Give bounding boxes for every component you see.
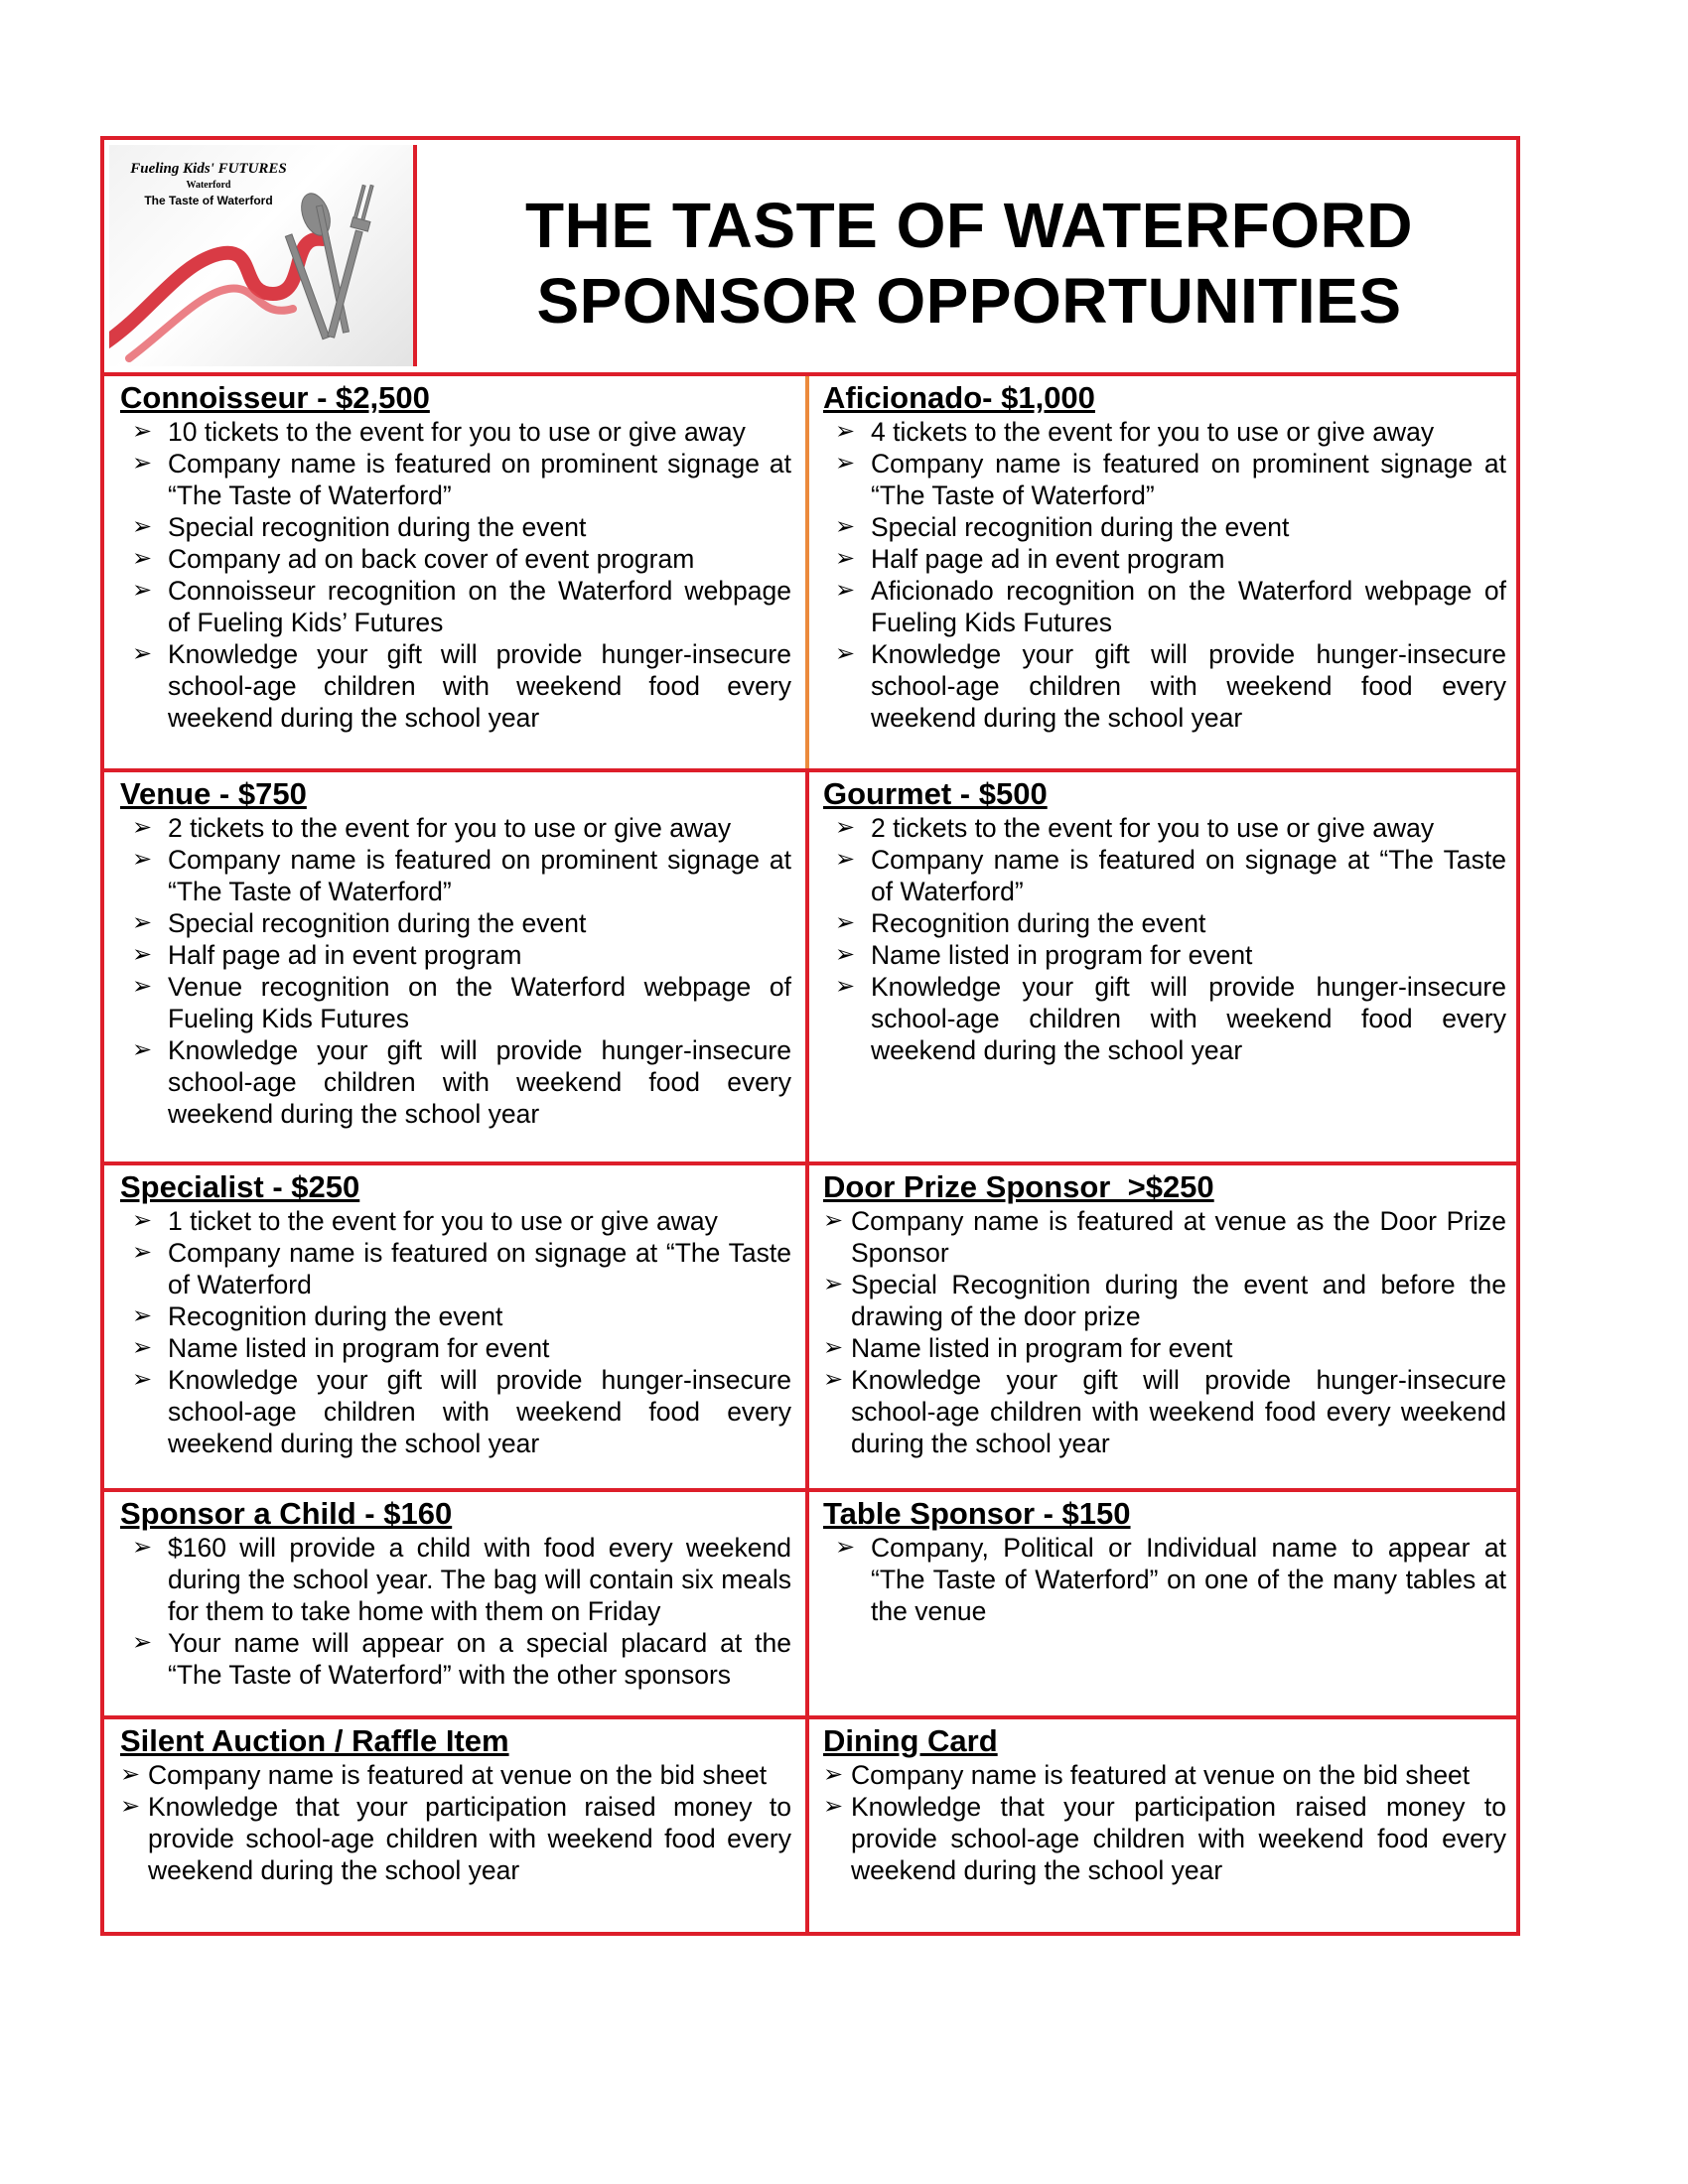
- benefit-text: Company name is featured on prominent signage at “The Taste of Waterford”: [168, 845, 791, 906]
- benefit-item: [120, 1237, 791, 1300]
- benefit-text: Knowledge that your participation raised money to provide school-age children with weekend food every weekend during the school year: [148, 1792, 791, 1885]
- benefit-item: [823, 1791, 1506, 1886]
- benefit-text: Company name is featured at venue as the Door Prize Sponsor: [851, 1206, 1506, 1268]
- benefit-item: [823, 448, 1506, 511]
- benefit-item: [120, 1332, 791, 1364]
- benefit-text: Connoisseur recognition on the Waterford webpage of Fueling Kids’ Futures: [168, 576, 791, 637]
- benefit-item: [823, 575, 1506, 638]
- arrowhead-right-icon: ➢: [823, 1793, 844, 1820]
- benefit-item: [823, 1364, 1506, 1459]
- benefit-text: Company name is featured at venue on the bid sheet: [851, 1760, 1471, 1790]
- tier-benefits: [120, 1532, 791, 1691]
- benefit-item: [823, 1532, 1506, 1627]
- tier-cell-connoisseur: [104, 376, 809, 768]
- tier-cell-table-sponsor: [809, 1492, 1516, 1715]
- benefit-text: 10 tickets to the event for you to use or give away: [168, 417, 746, 447]
- tier-heading: Aficionado- $1,000: [823, 380, 1095, 415]
- arrowhead-right-icon: ➢: [835, 814, 856, 841]
- benefit-item: [120, 939, 791, 971]
- benefit-item: [120, 511, 791, 543]
- tier-benefits: [823, 1205, 1506, 1459]
- tier-row: [104, 1492, 1516, 1719]
- tier-benefits: [823, 416, 1506, 734]
- arrowhead-right-icon: ➢: [132, 1366, 153, 1393]
- arrowhead-right-icon: ➢: [132, 814, 153, 841]
- arrowhead-right-icon: ➢: [823, 1271, 844, 1297]
- benefit-text: Half page ad in event program: [871, 544, 1225, 574]
- benefit-text: Name listed in program for event: [871, 940, 1253, 970]
- benefit-text: Knowledge your gift will provide hunger-insecure school-age children with weekend food every weekend during the school year: [871, 639, 1506, 733]
- benefit-text: Company name is featured on prominent signage at “The Taste of Waterford”: [871, 449, 1506, 510]
- benefit-text: Venue recognition on the Waterford webpage of Fueling Kids Futures: [168, 972, 791, 1033]
- arrowhead-right-icon: ➢: [132, 1334, 153, 1361]
- tier-cell-specialist: [104, 1165, 809, 1488]
- arrowhead-right-icon: ➢: [132, 846, 153, 873]
- benefit-item: [120, 1627, 791, 1691]
- benefit-item: [823, 844, 1506, 907]
- benefit-item: [823, 1205, 1506, 1269]
- arrowhead-right-icon: ➢: [132, 941, 153, 968]
- tier-cell-dining-card: [809, 1719, 1516, 1932]
- arrowhead-right-icon: ➢: [835, 418, 856, 445]
- benefit-item: [120, 638, 791, 734]
- benefit-item: [120, 416, 791, 448]
- arrowhead-right-icon: ➢: [132, 973, 153, 1000]
- tier-row: [104, 1719, 1516, 1932]
- benefit-text: Company name is featured on prominent signage at “The Taste of Waterford”: [168, 449, 791, 510]
- benefit-text: Special Recognition during the event and before the drawing of the door prize: [851, 1270, 1506, 1331]
- benefit-text: 2 tickets to the event for you to use or give away: [168, 813, 732, 843]
- benefit-text: Special recognition during the event: [168, 908, 587, 938]
- benefit-text: Recognition during the event: [168, 1301, 503, 1331]
- title-line-2: SPONSOR OPPORTUNITIES: [536, 265, 1402, 337]
- arrowhead-right-icon: ➢: [132, 513, 153, 540]
- benefit-text: 4 tickets to the event for you to use or give away: [871, 417, 1435, 447]
- arrowhead-right-icon: ➢: [835, 1534, 856, 1561]
- tier-heading: Silent Auction / Raffle Item: [120, 1723, 509, 1758]
- tier-heading: Gourmet - $500: [823, 776, 1048, 811]
- arrowhead-right-icon: ➢: [835, 545, 856, 572]
- arrowhead-right-icon: ➢: [120, 1761, 141, 1788]
- benefit-text: Knowledge your gift will provide hunger-insecure school-age children with weekend food every weekend during the school year: [168, 639, 791, 733]
- benefit-text: 1 ticket to the event for you to use or give away: [168, 1206, 718, 1236]
- tier-heading: Specialist - $250: [120, 1169, 360, 1204]
- arrowhead-right-icon: ➢: [132, 418, 153, 445]
- benefit-item: [120, 844, 791, 907]
- benefit-item: [120, 575, 791, 638]
- tier-benefits: [120, 1205, 791, 1459]
- arrowhead-right-icon: ➢: [132, 545, 153, 572]
- benefit-item: [823, 907, 1506, 939]
- logo-line-1: Fueling Kids' FUTURES: [130, 161, 287, 177]
- benefit-text: Knowledge your gift will provide hunger-insecure school-age children with weekend food every weekend during the school year: [168, 1365, 791, 1458]
- benefit-item: [120, 1364, 791, 1459]
- sponsor-sheet: [100, 136, 1520, 1936]
- tier-heading: Dining Card: [823, 1723, 998, 1758]
- arrowhead-right-icon: ➢: [835, 513, 856, 540]
- benefit-text: Special recognition during the event: [168, 512, 587, 542]
- benefit-text: 2 tickets to the event for you to use or give away: [871, 813, 1435, 843]
- benefit-text: Half page ad in event program: [168, 940, 522, 970]
- benefit-text: $160 will provide a child with food every weekend during the school year. The bag will contain six meals for them to take home with them on Friday: [168, 1533, 791, 1626]
- benefit-item: [120, 1300, 791, 1332]
- arrowhead-right-icon: ➢: [835, 450, 856, 477]
- logo-line-3: The Taste of Waterford: [144, 194, 273, 207]
- benefit-item: [823, 1332, 1506, 1364]
- logo-line-2: Waterford: [186, 180, 231, 191]
- benefit-text: Company name is featured at venue on the bid sheet: [148, 1760, 768, 1790]
- benefit-item: [120, 1791, 791, 1886]
- benefit-item: [120, 543, 791, 575]
- tier-benefits: [823, 1532, 1506, 1627]
- benefit-text: Knowledge your gift will provide hunger-insecure school-age children with weekend food every weekend during the school year: [851, 1365, 1506, 1458]
- tier-cell-silent-auction: [104, 1719, 809, 1932]
- benefit-item: [823, 543, 1506, 575]
- tier-cell-gourmet: [809, 772, 1516, 1161]
- tier-heading: Door Prize Sponsor >$250: [823, 1169, 1214, 1204]
- arrowhead-right-icon: ➢: [132, 640, 153, 667]
- arrowhead-right-icon: ➢: [823, 1366, 844, 1393]
- event-logo: [109, 145, 417, 366]
- benefit-item: [120, 812, 791, 844]
- tier-row: [104, 376, 1516, 772]
- arrowhead-right-icon: ➢: [835, 640, 856, 667]
- benefit-item: [823, 812, 1506, 844]
- arrowhead-right-icon: ➢: [120, 1793, 141, 1820]
- benefit-item: [120, 907, 791, 939]
- tier-cell-sponsor-a-child: [104, 1492, 809, 1715]
- tier-cell-door-prize: [809, 1165, 1516, 1488]
- sheet-header: [104, 140, 1516, 376]
- benefit-text: Knowledge your gift will provide hunger-insecure school-age children with weekend food every weekend during the school year: [871, 972, 1506, 1065]
- benefit-item: [120, 1532, 791, 1627]
- benefit-text: Knowledge your gift will provide hunger-insecure school-age children with weekend food every weekend during the school year: [168, 1035, 791, 1129]
- benefit-text: Company name is featured on signage at “The Taste of Waterford”: [871, 845, 1506, 906]
- benefit-text: Company, Political or Individual name to appear at “The Taste of Waterford” on one of the many tables at the venue: [871, 1533, 1506, 1626]
- arrowhead-right-icon: ➢: [823, 1334, 844, 1361]
- arrowhead-right-icon: ➢: [132, 450, 153, 477]
- tier-benefits: [120, 1759, 791, 1886]
- benefit-text: Aficionado recognition on the Waterford webpage of Fueling Kids Futures: [871, 576, 1506, 637]
- page-title: [422, 188, 1516, 339]
- tier-benefits: [823, 1759, 1506, 1886]
- arrowhead-right-icon: ➢: [132, 1534, 153, 1561]
- arrowhead-right-icon: ➢: [132, 1302, 153, 1329]
- arrowhead-right-icon: ➢: [835, 909, 856, 936]
- benefit-item: [120, 448, 791, 511]
- tier-benefits: [823, 812, 1506, 1066]
- title-line-1: THE TASTE OF WATERFORD: [525, 190, 1413, 261]
- benefit-text: Knowledge that your participation raised money to provide school-age children with weekend food every weekend during the school year: [851, 1792, 1506, 1885]
- arrowhead-right-icon: ➢: [132, 909, 153, 936]
- tier-row: [104, 1165, 1516, 1492]
- benefit-text: Special recognition during the event: [871, 512, 1290, 542]
- benefit-text: Recognition during the event: [871, 908, 1206, 938]
- benefit-item: [120, 971, 791, 1034]
- benefit-item: [823, 939, 1506, 971]
- arrowhead-right-icon: ➢: [132, 1629, 153, 1656]
- tier-benefits: [120, 416, 791, 734]
- benefit-item: [120, 1205, 791, 1237]
- arrowhead-right-icon: ➢: [823, 1207, 844, 1234]
- arrowhead-right-icon: ➢: [835, 846, 856, 873]
- arrowhead-right-icon: ➢: [132, 1239, 153, 1266]
- arrowhead-right-icon: ➢: [835, 941, 856, 968]
- benefit-item: [120, 1759, 791, 1791]
- benefit-item: [823, 638, 1506, 734]
- arrowhead-right-icon: ➢: [835, 577, 856, 604]
- logo-text: [119, 161, 298, 207]
- benefit-item: [823, 511, 1506, 543]
- arrowhead-right-icon: ➢: [132, 1207, 153, 1234]
- benefit-text: Your name will appear on a special placard at the “The Taste of Waterford” with the other sponsors: [168, 1628, 791, 1690]
- benefit-item: [823, 1269, 1506, 1332]
- tier-heading: Table Sponsor - $150: [823, 1496, 1131, 1531]
- tier-cell-venue: [104, 772, 809, 1161]
- tier-cell-aficionado: [809, 376, 1516, 768]
- benefit-item: [120, 1034, 791, 1130]
- benefit-text: Name listed in program for event: [168, 1333, 550, 1363]
- benefit-item: [823, 1759, 1506, 1791]
- arrowhead-right-icon: ➢: [835, 973, 856, 1000]
- tier-heading: Sponsor a Child - $160: [120, 1496, 453, 1531]
- tier-heading: Connoisseur - $2,500: [120, 380, 430, 415]
- tier-heading: Venue - $750: [120, 776, 307, 811]
- arrowhead-right-icon: ➢: [823, 1761, 844, 1788]
- benefit-item: [823, 416, 1506, 448]
- benefit-text: Company name is featured on signage at “The Taste of Waterford: [168, 1238, 791, 1299]
- tier-row: [104, 772, 1516, 1165]
- arrowhead-right-icon: ➢: [132, 577, 153, 604]
- benefit-text: Name listed in program for event: [851, 1333, 1233, 1363]
- tier-benefits: [120, 812, 791, 1130]
- benefit-item: [823, 971, 1506, 1066]
- benefit-text: Company ad on back cover of event program: [168, 544, 695, 574]
- arrowhead-right-icon: ➢: [132, 1036, 153, 1063]
